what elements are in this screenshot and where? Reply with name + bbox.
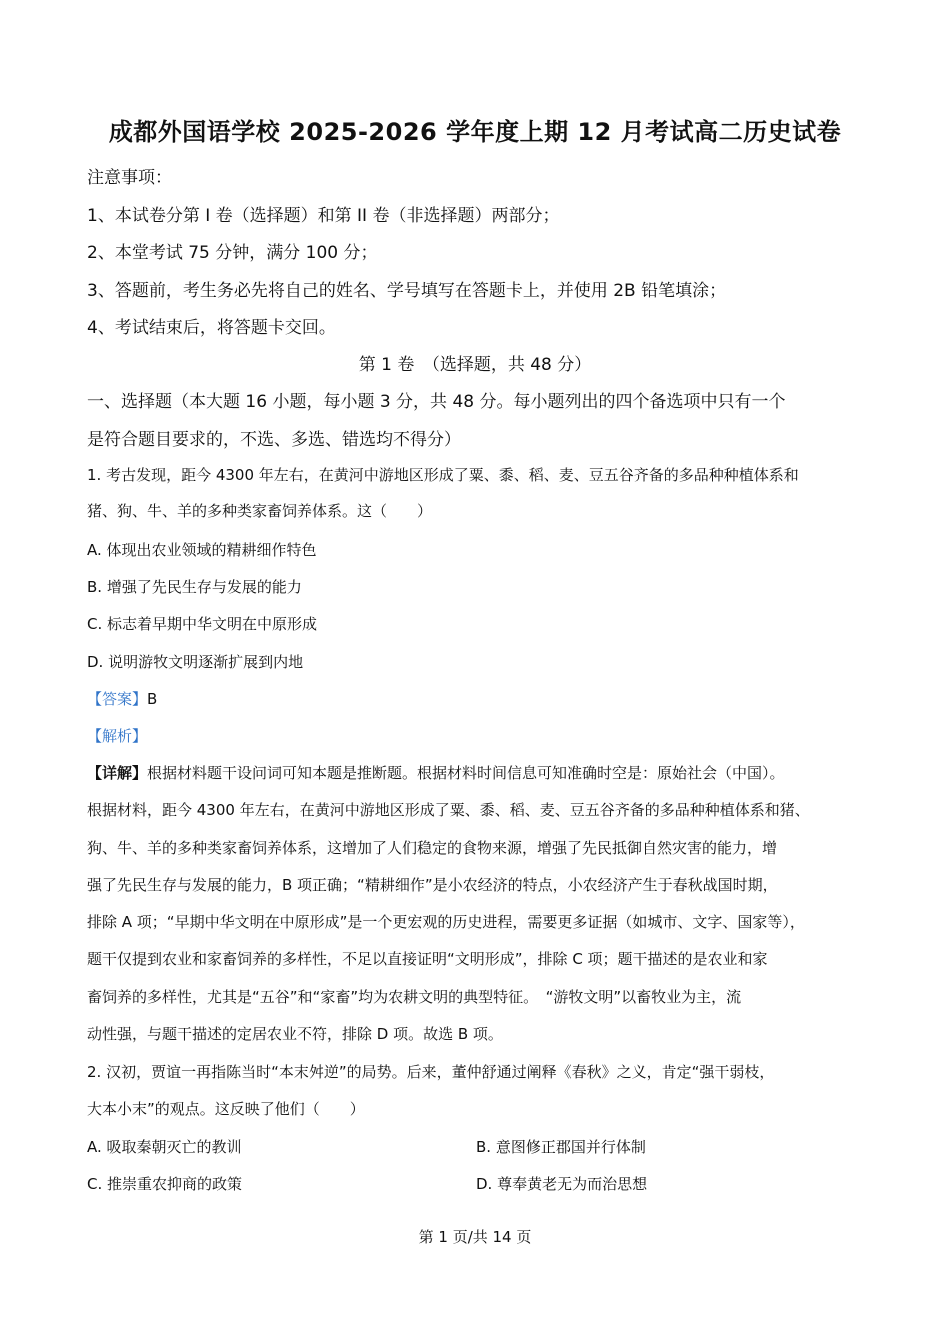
q2-option-a: A. 吸取秦朝灭亡的教训 (87, 1138, 242, 1156)
notice-item-2: 2、本堂考试 75 分钟，满分 100 分； (87, 243, 378, 263)
notice-item-1: 1、本试卷分第 I 卷（选择题）和第 II 卷（非选择题）两部分； (87, 206, 560, 226)
q1-analysis-tag: 【解析】 (87, 727, 148, 745)
q1-option-c: C. 标志着早期中华文明在中原形成 (87, 615, 318, 633)
q1-detail-line-5: 排除 A 项；“早期中华文明在中原形成”是一个更宏观的历史进程，需要更多证据（如城市、文字、国家等）， (87, 913, 805, 931)
q2-option-d: D. 尊奉黄老无为而治思想 (476, 1175, 648, 1193)
notice-item-3: 3、答题前，考生务必先将自己的姓名、学号填写在答题卡上，并使用 2B 铅笔填涂； (87, 281, 727, 301)
detail-text: 根据材料题干设问词可知本题是推断题。根据材料时间信息可知准确时空是：原始社会（中国）。 (147, 764, 785, 782)
answer-value: B (147, 690, 158, 708)
q2-option-c: C. 推崇重农抑商的政策 (87, 1175, 243, 1193)
q1-detail-line-4: 强了先民生存与发展的能力，B 项正确；“精耕细作”是小农经济的特点，小农经济产生于春秋战国时期， (87, 876, 778, 894)
q2-stem-line-2: 大本小末”的观点。这反映了他们（ ） (87, 1100, 365, 1118)
q1-detail-line-3: 狗、牛、羊的多种类家畜饲养体系，这增加了人们稳定的食物来源，增强了先民抵御自然灾害的能力，增 (87, 839, 778, 857)
q1-detail-line-1 (87, 762, 785, 783)
q1-answer (87, 688, 157, 709)
q1-detail-line-6: 题干仅提到农业和家畜饲养的多样性，不足以直接证明“文明形成”，排除 C 项；题干描述的是农业和家 (87, 950, 768, 968)
page-title: 成都外国语学校 2025-2026 学年度上期 12 月考试高二历史试卷 (108, 118, 842, 146)
answer-tag: 【答案】 (87, 690, 148, 708)
q1-stem-line-1: 1. 考古发现，距今 4300 年左右，在黄河中游地区形成了粟、黍、稻、麦、豆五谷齐备的多品种种植体系和 (87, 466, 799, 484)
q1-detail-line-2: 根据材料，距今 4300 年左右，在黄河中游地区形成了粟、黍、稻、麦、豆五谷齐备的多品种种植体系和猪、 (87, 801, 810, 819)
q1-stem-line-2: 猪、狗、牛、羊的多种类家畜饲养体系。这（ ） (87, 502, 433, 520)
q1-option-b: B. 增强了先民生存与发展的能力 (87, 578, 302, 596)
section-heading: 第 1 卷 （选择题，共 48 分） (358, 355, 592, 375)
q1-option-d: D. 说明游牧文明逐渐扩展到内地 (87, 653, 304, 671)
q2-stem-line-1: 2. 汉初，贾谊一再指陈当时“本末舛逆”的局势。后来，董仲舒通过阐释《春秋》之义，肯定“强干弱枝， (87, 1063, 775, 1081)
q2-option-b: B. 意图修正郡国并行体制 (476, 1138, 646, 1156)
notice-heading: 注意事项： (87, 168, 172, 188)
q1-option-a: A. 体现出农业领域的精耕细作特色 (87, 541, 317, 559)
part-instructions-line-2: 是符合题目要求的，不选、多选、错选均不得分） (87, 430, 461, 450)
part-instructions-line-1: 一、选择题（本大题 16 小题，每小题 3 分，共 48 分。每小题列出的四个备选项中只有一个 (87, 392, 786, 412)
q1-detail-line-8: 动性强，与题干描述的定居农业不符，排除 D 项。故选 B 项。 (87, 1025, 503, 1043)
detail-tag: 【详解】 (87, 764, 148, 782)
notice-item-4: 4、考试结束后，将答题卡交回。 (87, 318, 336, 338)
page-footer: 第 1 页/共 14 页 (418, 1228, 532, 1246)
q1-detail-line-7: 畜饲养的多样性，尤其是“五谷”和“家畜”均为农耕文明的典型特征。 “游牧文明”以畜牧业为主，流 (87, 988, 742, 1006)
